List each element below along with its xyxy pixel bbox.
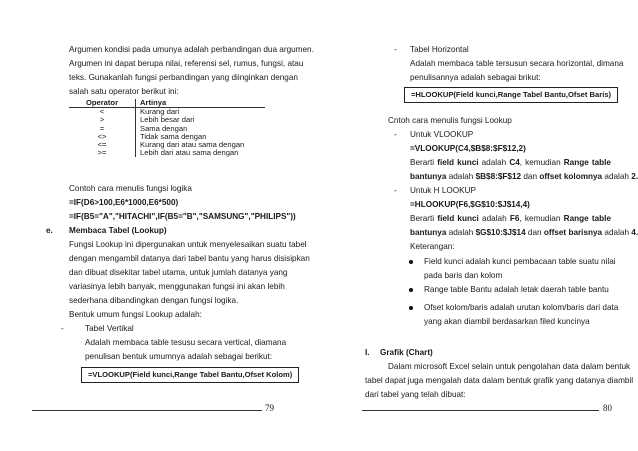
table-cell: Kurang dari atau sama dengan: [136, 141, 266, 149]
column-header: Artinya: [136, 99, 266, 108]
right-page: [319, 0, 638, 451]
section-title: Membaca Tabel (Lookup): [69, 226, 167, 235]
intro-line: salah satu operator berikut ini:: [69, 87, 179, 96]
paragraph-line: dengan mengambil datanya dari tabel bantu yang harus disisipkan: [69, 254, 310, 263]
vlookup-formula: =VLOOKUP(C4,$B$8:$F$12,2): [410, 144, 526, 153]
paragraph-line: variasinya lebih banyak, menggunakan fungsi ini akan lebih: [69, 282, 285, 291]
dash-marker: -: [394, 45, 397, 54]
hlookup-explanation-line: Berarti field kunci adalah F6, kemudian Range table: [410, 214, 612, 223]
bullet-line: Field kunci adalah kunci pembacaan table suatu nilai: [424, 257, 616, 266]
paragraph-line: sederhana dibandingkan dengan fungsi logika.: [69, 296, 239, 305]
bullet-dot: [409, 288, 413, 292]
grafik-paragraph-line: Dalam microsoft Excel selain untuk pengolahan data dalam bentuk: [388, 362, 631, 371]
bullet-line: Ofset kolom/baris adalah urutan kolom/baris dari data: [424, 303, 619, 312]
bullet-line: yang akan diambil berdasarkan filed kuncinya: [424, 317, 590, 326]
table-cell: <>: [97, 131, 107, 141]
bullet-dot: [409, 306, 413, 310]
example-heading: Contoh cara menulis fungsi logika: [69, 184, 192, 193]
vlookup-explanation-line: Berarti field kunci adalah C4, kemudian Range table: [410, 158, 611, 167]
bullet-line: pada baris dan kolom: [424, 271, 503, 280]
formula-if-2: =IF(B5="A","HITACHI",IF(B5="B","SAMSUNG","PHILIPS")): [69, 212, 296, 221]
vertical-title: Tabel Vertikal: [85, 324, 134, 333]
horizontal-title: Tabel Horizontal: [410, 45, 469, 54]
hlookup-title: Untuk H LOOKUP: [410, 186, 476, 195]
grafik-paragraph-line: dari tabel yang telah dibuat:: [365, 390, 466, 399]
table-cell: >: [99, 115, 105, 125]
paragraph-line: dan dibuat disekitar tabel utama, untuk jumlah datanya yang: [69, 268, 288, 277]
table-cell: <: [99, 107, 105, 117]
section-title: Grafik (Chart): [380, 348, 433, 357]
horizontal-desc-line: penulisannya adalah sebagai brikut:: [410, 73, 541, 82]
table-cell: <=: [97, 140, 107, 150]
paragraph-line: Fungsi Lookup ini dipergunakan untuk menyelesaikan suatu tabel: [69, 240, 307, 249]
vlookup-explanation-line: bantunya adalah $B$8:$F$12 dan offset kolomnya adalah 2.: [410, 172, 638, 181]
grafik-paragraph-line: tabel dapat juga mengalah data dalam bentuk grafik yang datanya diambil: [365, 376, 634, 385]
section-letter: I.: [365, 348, 370, 357]
footer-rule: [362, 410, 599, 411]
intro-line: Argumen ini dapat berupa nilai, referensi sel, rumus, fungsi, atau: [69, 59, 304, 68]
table-cell: =: [99, 123, 105, 133]
vertical-desc-line: penulisan bentuk umumnya adalah sebagai berikut:: [85, 352, 273, 361]
intro-line: Argumen kondisi pada umunya adalah perbandingan dua argumen.: [69, 45, 314, 54]
vertical-desc-line: Adalah membaca table tesusu secara vertical, diamana: [85, 338, 287, 347]
example-heading: Cntoh cara menulis fungsi Lookup: [388, 116, 512, 125]
column-header: Operator: [69, 99, 136, 108]
page-number: 80: [603, 403, 612, 413]
table-row: [69, 149, 265, 157]
dash-marker: -: [394, 130, 397, 139]
hlookup-explanation-line: bantunya adalah $G$10:$J$14 dan offset barisnya adalah 4.: [410, 228, 638, 237]
page-number: 79: [265, 403, 274, 413]
intro-line: teks. Gunakanlah fungsi perbandingan yang diinginkan dengan: [69, 73, 298, 82]
form-intro: Bentuk umum fungsi Lookup adalah:: [69, 310, 202, 319]
table-cell: Lebih besar dari: [136, 116, 266, 124]
table-cell: Tidak sama dengan: [136, 133, 266, 141]
bullet-line: Range table Bantu adalah letak daerah table bantu: [424, 285, 609, 294]
vlookup-syntax-box: =VLOOKUP(Field kunci,Range Tabel Bantu,Ofset Kolom): [81, 367, 299, 383]
table-cell: Sama dengan: [136, 125, 266, 133]
vlookup-title: Untuk VLOOKUP: [410, 130, 474, 139]
table-cell: >=: [97, 148, 107, 158]
horizontal-desc-line: Adalah membaca table tersusun secara horizontal, dimana: [410, 59, 624, 68]
section-letter: e.: [46, 226, 53, 235]
table-cell: Kurang dari: [136, 108, 266, 117]
footer-rule: [32, 410, 262, 411]
formula-if-1: =IF(D6>100,E6*1000,E6*500): [69, 198, 179, 207]
hlookup-formula: =HLOOKUP(F6,$G$10:$J$14,4): [410, 200, 530, 209]
table-cell: Lebih dari atau sama dengan: [136, 149, 266, 157]
hlookup-syntax-box: =HLOOKUP(Field kunci,Range Tabel Bantu,Ofset Baris): [404, 87, 618, 103]
bullet-dot: [409, 260, 413, 264]
dash-marker: -: [394, 186, 397, 195]
dash-marker: -: [61, 324, 64, 333]
operator-table: [69, 99, 265, 157]
keterangan-label: Keterangan:: [410, 242, 455, 251]
